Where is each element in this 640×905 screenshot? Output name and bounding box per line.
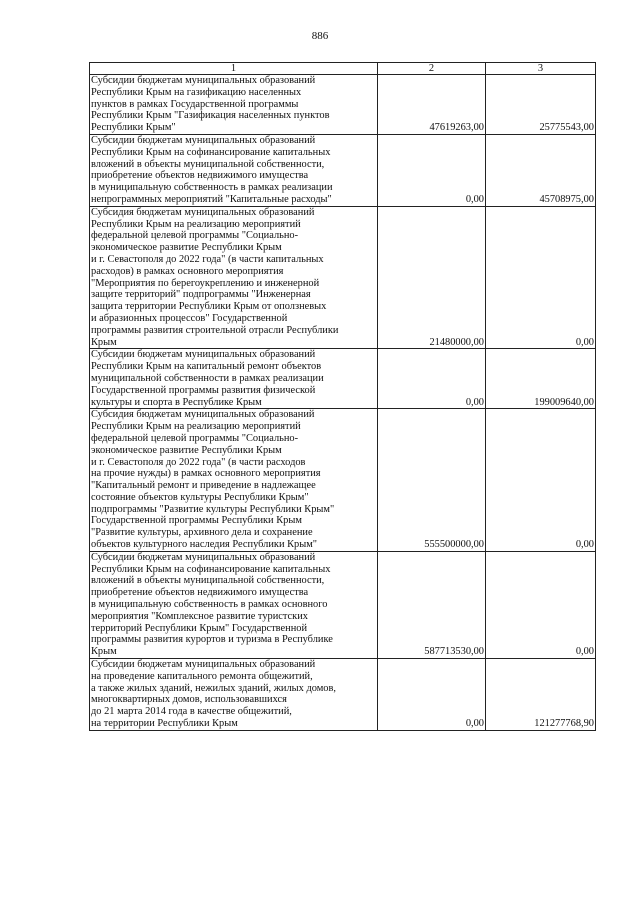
subsidy-description: Субсидии бюджетам муниципальных образований Республики Крым на софинансирование капитальных вложений в объекты муниципальной собственности, приобретение объектов недвижимого имущества в муниципальную собственность в рамках реализации непрограммных мероприятий "Капитальные расходы" [90, 134, 378, 206]
amount-col2: 555500000,00 [378, 409, 486, 552]
amount-col2: 47619263,00 [378, 75, 486, 135]
subsidy-description: Субсидии бюджетам муниципальных образований Республики Крым на софинансирование капитальных вложений в объекты муниципальной собственности, приобретение объектов недвижимого имущества в муниципальную собственность в рамках основного мероприятия "Комплексное развитие туристских территорий Республики Крым" Государственной программы развития курортов и туризма в Республике Крым [90, 551, 378, 658]
subsidy-description: Субсидия бюджетам муниципальных образований Республики Крым на реализацию мероприятий федеральной целевой программы "Социально- экономическое развитие Республики Крым и г. Севастополя до 2022 года" (в части капитальных расходов) в рамках основного мероприятия "Мероприятия по берегоукреплению и инженерной защите территорий" подпрограммы "Инженерная защита территории Республики Крым от оползневых и абразионных процессов" Государственной программы развития строительной отрасли Республики Крым [90, 206, 378, 349]
table-row [90, 349, 596, 409]
amount-col2: 0,00 [378, 659, 486, 731]
amount-col2: 21480000,00 [378, 206, 486, 349]
table-row [90, 551, 596, 658]
amount-col3: 0,00 [486, 206, 596, 349]
column-header-1: 1 [90, 63, 378, 75]
table-row [90, 134, 596, 206]
amount-col3: 0,00 [486, 551, 596, 658]
amount-col2: 587713530,00 [378, 551, 486, 658]
column-header-2: 2 [378, 63, 486, 75]
amount-col3: 199009640,00 [486, 349, 596, 409]
amount-col3: 0,00 [486, 409, 596, 552]
amount-col3: 25775543,00 [486, 75, 596, 135]
amount-col2: 0,00 [378, 134, 486, 206]
column-header-3: 3 [486, 63, 596, 75]
subsidy-description: Субсидии бюджетам муниципальных образований на проведение капитального ремонта общежитий, а также жилых зданий, нежилых зданий, жилых домов, многоквартирных домов, использовавшихся до 21 марта 2014 года в качестве общежитий, на территории Республики Крым [90, 659, 378, 731]
table-row [90, 409, 596, 552]
table-row [90, 75, 596, 135]
amount-col3: 121277768,90 [486, 659, 596, 731]
amount-col2: 0,00 [378, 349, 486, 409]
budget-subsidies-table [89, 62, 596, 731]
table-row [90, 659, 596, 731]
table-row [90, 206, 596, 349]
subsidy-description: Субсидии бюджетам муниципальных образований Республики Крым на газификацию населенных пунктов в рамках Государственной программы Республики Крым "Газификация населенных пунктов Республики Крым" [90, 75, 378, 135]
amount-col3: 45708975,00 [486, 134, 596, 206]
table-header-row [90, 63, 596, 75]
page-number: 886 [311, 30, 329, 42]
subsidy-description: Субсидии бюджетам муниципальных образований Республики Крым на капитальный ремонт объектов муниципальной собственности в рамках реализации Государственной программы развития физической культуры и спорта в Республике Крым [90, 349, 378, 409]
subsidy-description: Субсидия бюджетам муниципальных образований Республики Крым на реализацию мероприятий федеральной целевой программы "Социально- экономическое развитие Республики Крым и г. Севастополя до 2022 года" (в части расходов на прочие нужды) в рамках основного мероприятия "Капитальный ремонт и приведение в надлежащее состояние объектов культуры Республики Крым" подпрограммы "Развитие культуры Республики Крым" Государственной программы Республики Крым "Развитие культуры, архивного дела и сохранение объектов культурного наследия Республики Крым" [90, 409, 378, 552]
